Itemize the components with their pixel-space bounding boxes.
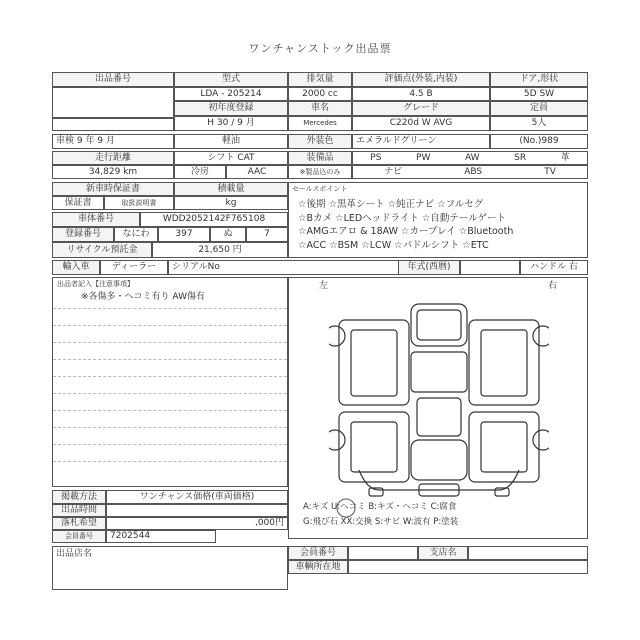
- exhibitor-box[interactable]: [52, 546, 288, 590]
- legend-line-1: A:キズ U:ヘコミ B:キズ・ヘコミ C:腐食: [303, 502, 457, 512]
- color-number: (No.)989: [490, 134, 588, 149]
- method-label: 掲載方法: [52, 490, 106, 504]
- capacity-value: 5人: [490, 116, 588, 131]
- vin-label: 車体番号: [52, 212, 140, 227]
- score-value: 4.5 B: [352, 87, 490, 101]
- equip-item: ABS: [464, 166, 483, 177]
- door-label: ドア,形状: [490, 72, 588, 87]
- grade-value: C220d W AVG: [352, 116, 490, 131]
- lot-value[interactable]: [52, 87, 174, 118]
- plate-city: なにわ: [114, 227, 158, 242]
- mileage-label: 走行距離: [52, 151, 174, 165]
- grade-label: グレード: [352, 101, 490, 116]
- sales-point-line: ☆Bカメ ☆LEDヘッドライト ☆自動テールゲート: [298, 212, 507, 224]
- equip-label: 装備品: [288, 151, 352, 165]
- start-time-label: 出品時間: [52, 504, 106, 517]
- reserve-label: 落札希望: [52, 517, 106, 530]
- address-value[interactable]: [348, 560, 588, 574]
- page-title: ワンチャンストック出品票: [248, 42, 392, 55]
- load-capacity-label: 積載量: [174, 182, 288, 196]
- bottom-member-value[interactable]: [348, 546, 418, 560]
- manual-value: 取扱説明書: [104, 196, 174, 210]
- manual-label: 新車時保証書: [52, 182, 174, 196]
- handle-value: ハンドル 右: [520, 260, 588, 275]
- plate-kana: ぬ: [210, 227, 246, 242]
- sales-points-title: セールスポイント: [292, 185, 348, 193]
- shop-value[interactable]: [468, 546, 588, 560]
- model-value: LDA - 205214: [174, 87, 288, 101]
- color-value: エメラルドグリーン: [352, 134, 490, 149]
- displacement-label: 排気量: [288, 72, 352, 87]
- bottom-member-label: 会員番号: [288, 546, 348, 560]
- address-label: 車輌所在地: [288, 560, 348, 574]
- circle-mark-icon: [334, 496, 358, 520]
- sales-point-line: ☆AMGエアロ & 18AW ☆カープレイ ☆Bluetooth: [298, 226, 514, 237]
- first-reg-value: H 30 / 9 月: [174, 116, 288, 131]
- serial-value: シリアルNo: [168, 260, 460, 275]
- car-name-label: 車名: [288, 101, 352, 116]
- member-no-label: 会員番号: [52, 530, 106, 543]
- ac-label: 冷房: [174, 165, 226, 179]
- reserve-value: ,000円: [106, 517, 288, 530]
- legend-line-2: G:飛び石 XX:交換 S:サビ W:波有 P:塗装: [303, 517, 459, 527]
- inspection-value: 車検 9 年 9 月: [52, 134, 174, 149]
- year-label: 年式(西暦): [398, 260, 460, 275]
- model-label: 型式: [174, 72, 288, 87]
- exhibitor-label: 出品店名: [56, 549, 93, 559]
- method-value: ワンチャンス価格(車両価格): [106, 490, 288, 504]
- equip-item: PS: [370, 152, 382, 163]
- member-no-value: 7202544: [106, 530, 216, 543]
- car-outline-icon: [329, 300, 549, 500]
- remarks-title: 出品者記入【注意事項】: [57, 280, 134, 288]
- equip-item: 革: [560, 152, 570, 163]
- load-capacity-value: kg: [174, 196, 288, 210]
- year-value[interactable]: [460, 260, 520, 275]
- dealer-value: ディーラー: [100, 260, 168, 275]
- equip-row-1: [352, 151, 588, 165]
- fuel-value: 軽油: [174, 134, 288, 149]
- car-name-value: Mercedes: [288, 116, 352, 131]
- displacement-value: 2000 cc: [288, 87, 352, 101]
- recycle-label: リサイクル預託金: [52, 242, 152, 258]
- shop-label: 支店名: [418, 546, 468, 560]
- plate-label: 登録番号: [52, 227, 114, 242]
- remarks-box[interactable]: [52, 277, 288, 487]
- ac-value: AAC: [226, 165, 288, 179]
- recycle-value: 21,650 円: [152, 242, 288, 258]
- equip-item: SR: [514, 152, 527, 163]
- remarks-line: ※各傷多・ヘコミ有り AW傷有: [81, 292, 205, 302]
- sales-point-line: ☆ACC ☆BSM ☆LCW ☆パドルシフト ☆ETC: [298, 239, 489, 251]
- lot-blank: [52, 118, 174, 131]
- equip-row-2: [352, 165, 588, 179]
- right-label: 右: [547, 281, 557, 291]
- shift-value: シフト CAT: [174, 151, 288, 165]
- warranty-value: 保証書: [52, 196, 104, 210]
- import-label: 輸入車: [52, 260, 100, 275]
- color-label: 外装色: [288, 134, 352, 149]
- equip-item: AW: [464, 152, 480, 163]
- first-reg-label: 初年度登録: [174, 101, 288, 116]
- equip-item: ナビ: [384, 166, 403, 177]
- score-label: 評価点(外装,内装): [352, 72, 490, 87]
- equip-item: TV: [544, 166, 556, 177]
- plate-number: 397: [158, 227, 210, 242]
- plate-no: 7: [246, 227, 288, 242]
- start-time-value[interactable]: [106, 504, 288, 517]
- lot-label: 出品番号: [52, 72, 174, 87]
- left-label: 左: [319, 281, 329, 291]
- mileage-value: 34,829 km: [52, 165, 174, 179]
- exhibit-sheet: [52, 72, 588, 590]
- sales-point-line: ☆後期 ☆黒革シート ☆純正ナビ ☆フルセグ: [298, 199, 484, 210]
- equip-item: PW: [416, 152, 431, 163]
- vin-value: WDD2052142F765108: [140, 212, 288, 227]
- damage-diagram: [288, 277, 588, 539]
- equip-note: ※製品込のみ: [288, 165, 352, 179]
- capacity-label: 定員: [490, 101, 588, 116]
- sales-points: [288, 182, 588, 258]
- door-value: 5D SW: [490, 87, 588, 101]
